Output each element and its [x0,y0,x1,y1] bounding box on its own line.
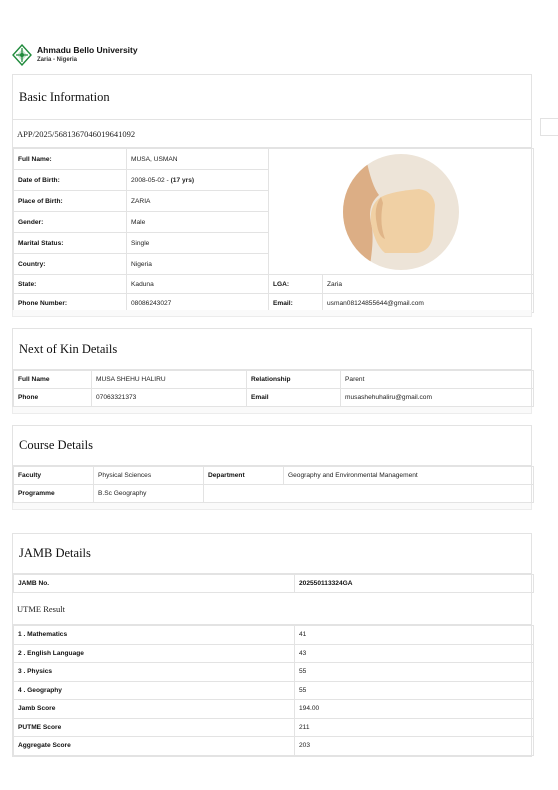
marital-label: Marital Status: [14,233,127,254]
section-separator [12,310,532,317]
country-value: Nigeria [127,254,269,275]
kin-email-value: musashehuhaliru@gmail.com [341,389,534,407]
subject-name: 4 . Geography [14,681,295,700]
pob-label: Place of Birth: [14,191,127,212]
department-label: Department [204,467,284,485]
age-value: (17 yrs) [170,176,195,184]
programme-label: Programme [14,485,94,503]
jamb-score-label: Jamb Score [14,700,295,719]
utme-result-table [13,625,534,756]
email-value: usman08124855644@gmail.com [323,294,534,313]
side-scroll-tab[interactable] [540,118,558,136]
utme-result-title: UTME Result [13,593,531,625]
department-value: Geography and Environmental Management [284,467,534,485]
kin-relationship-label: Relationship [247,371,341,389]
subject-name: 3 . Physics [14,663,295,682]
university-name: Ahmadu Bello University [37,45,138,55]
dob-cell [127,170,269,191]
gender-label: Gender: [14,212,127,233]
aggregate-score-value: 203 [295,737,534,756]
kin-phone-value: 07063321373 [92,389,247,407]
jamb-no-value: 202550113324GA [295,575,534,593]
putme-score-value: 211 [295,718,534,737]
empty-cell [204,485,534,503]
phone-value: 08086243027 [127,294,269,313]
section-title: Course Details [13,426,531,466]
marital-value: Single [127,233,269,254]
kin-name-value: MUSA SHEHU HALIRU [92,371,247,389]
putme-score-label: PUTME Score [14,718,295,737]
lga-value: Zaria [323,275,534,294]
full-name-label: Full Name: [14,149,127,170]
next-of-kin-section [12,328,532,408]
state-value: Kaduna [127,275,269,294]
email-label: Email: [269,294,323,313]
jamb-number-table [13,574,534,593]
avatar [341,153,461,271]
basic-information-section [12,74,532,314]
jamb-details-section [12,533,532,757]
photo-cell [269,149,534,275]
subject-score: 43 [295,644,534,663]
jamb-score-value: 194.00 [295,700,534,719]
section-separator [12,407,532,414]
section-title: Basic Information [13,75,531,120]
section-title: Next of Kin Details [13,329,531,370]
university-location: Zaria - Nigeria [37,57,78,63]
pob-value: ZARIA [127,191,269,212]
faculty-value: Physical Sciences [94,467,204,485]
section-title: JAMB Details [13,534,531,574]
kin-email-label: Email [247,389,341,407]
gender-value: Male [127,212,269,233]
subject-score: 55 [295,663,534,682]
jamb-no-label: JAMB No. [14,575,295,593]
kin-phone-label: Phone [14,389,92,407]
dob-value: 2008-05-02 - [131,176,171,184]
subject-name: 1 . Mathematics [14,626,295,645]
subject-score: 41 [295,626,534,645]
faculty-label: Faculty [14,467,94,485]
kin-table [13,370,534,407]
university-logo-icon [12,44,32,66]
application-number: APP/2025/5681367046019641092 [13,120,531,148]
subject-name: 2 . English Language [14,644,295,663]
university-header [12,42,138,68]
course-table [13,466,534,503]
basic-info-table [13,148,534,313]
section-separator [12,503,532,510]
aggregate-score-label: Aggregate Score [14,737,295,756]
lga-label: LGA: [269,275,323,294]
dob-label: Date of Birth: [14,170,127,191]
kin-name-label: Full Name [14,371,92,389]
country-label: Country: [14,254,127,275]
state-label: State: [14,275,127,294]
phone-label: Phone Number: [14,294,127,313]
kin-relationship-value: Parent [341,371,534,389]
programme-value: B.Sc Geography [94,485,204,503]
subject-score: 55 [295,681,534,700]
full-name-value: MUSA, USMAN [127,149,269,170]
course-details-section [12,425,532,504]
